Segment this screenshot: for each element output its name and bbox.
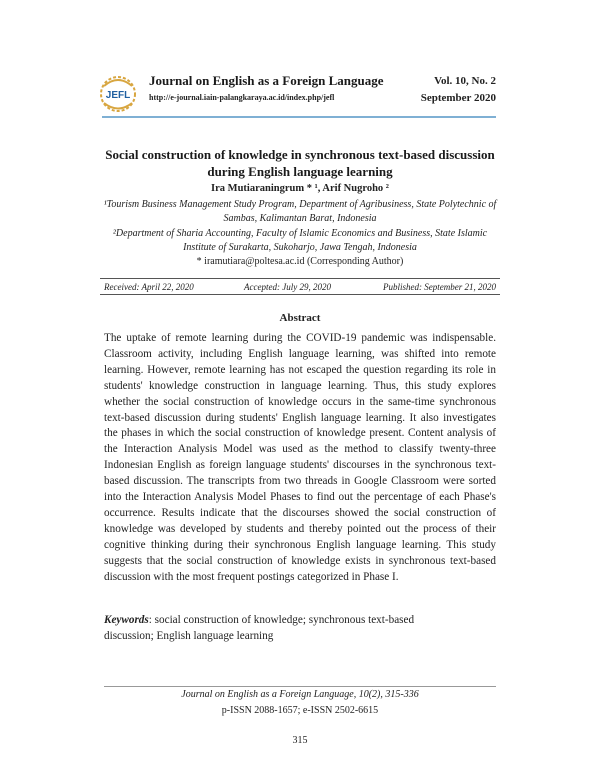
header-divider — [102, 116, 496, 118]
journal-url[interactable]: http://e-journal.iain-palangkaraya.ac.id/index.php/jefl — [149, 93, 335, 102]
page-number: 315 — [292, 735, 308, 746]
volume-issue: Vol. 10, No. 2 — [434, 75, 496, 87]
citation-line: Journal on English as a Foreign Language, 10(2), 315-336 — [181, 689, 419, 700]
author-list: Ira Mutiaraningrum * ¹, Arif Nugroho ² — [211, 183, 389, 194]
dates-top-rule — [100, 278, 500, 279]
logo-text: JEFL — [105, 90, 131, 101]
issn-line: p-ISSN 2088-1657; e-ISSN 2502-6615 — [221, 705, 379, 716]
keywords — [104, 613, 454, 645]
received-date: Received: April 22, 2020 — [104, 282, 194, 292]
accepted-date: Accepted: July 29, 2020 — [244, 282, 331, 292]
keywords-text: : social construction of knowledge; synchronous text-based discussion; English language learning — [104, 614, 415, 642]
footer-divider — [104, 686, 496, 687]
article-title: Social construction of knowledge in synchronous text-based discussion during English language learning — [105, 147, 495, 179]
keywords-label: Keywords — [104, 614, 149, 626]
dates-bottom-rule — [100, 294, 500, 295]
affiliation-1: ¹Tourism Business Management Study Program, Department of Agribusiness, State Polytechnic of Sambas, Kalimantan Barat, Indonesia — [103, 199, 497, 224]
issue-date: September 2020 — [420, 92, 496, 104]
journal-title: Journal on English as a Foreign Language — [149, 73, 384, 88]
affiliation-2: ²Department of Sharia Accounting, Faculty of Islamic Economics and Business, State Islamic Institute of Surakarta, Sukoharjo, Jawa Tengah, Indonesia — [112, 228, 488, 253]
abstract-body: The uptake of remote learning during the COVID-19 pandemic was indispensable. Classroom activity, including English language learning, was shifted into remote learning. However, remote learning has not escaped the question regarding its role in students' knowledge construction in language learning. Thus, this study explores whether the social construction of knowledge occurs in the same-time synchronous text-based discussion during students' English language learning. It also investigates the phases in which the social construction of knowledge present. Content analysis of the Interaction Analysis Model was used as the method to classify twenty-three Indonesian English as foreign language students' discourses in the synchronous text-based discussion. The transcripts from two threads in Google Classroom were sorted into the Interaction Analysis Model Phases to find out the percentage of each Phase's occurrence. Results indicate that the discourses showed the social construction of knowledge was developed by students and thereby pointed out the process of their cognitive thinking during their synchronous English language learning. This study suggests that the social construction of knowledge exists in synchronous text-based discussion with the most frequent postings categorized in Phase I. — [104, 332, 496, 583]
abstract-heading: Abstract — [279, 312, 321, 324]
journal-logo — [98, 72, 138, 116]
corresponding-email[interactable]: * iramutiara@poltesa.ac.id (Corresponding Author) — [196, 256, 404, 267]
published-date: Published: September 21, 2020 — [383, 282, 496, 292]
